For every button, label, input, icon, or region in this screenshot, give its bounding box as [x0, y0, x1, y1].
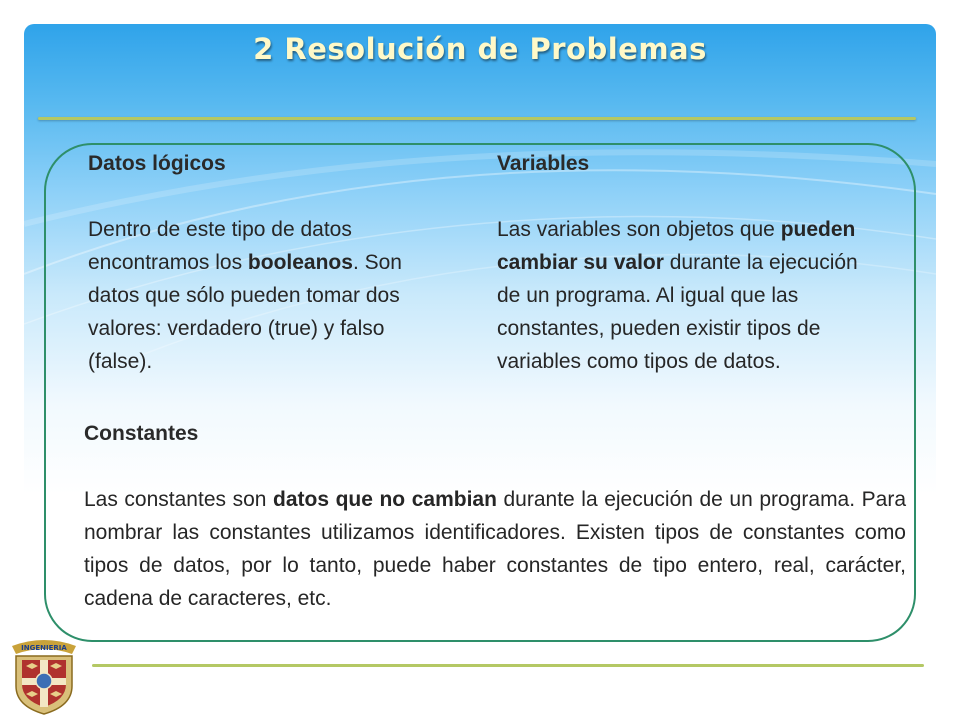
emphasis-text: pueden cambiar su valor	[497, 218, 856, 274]
faculty-shield-icon	[6, 632, 82, 716]
title-divider	[38, 117, 916, 120]
section-heading: Constantes	[84, 422, 199, 445]
body-text: durante la ejecución de un programa. Al igual que las constantes, pueden existir tipos de variables como tipos de datos.	[497, 251, 858, 373]
emphasis-text: booleanos	[247, 251, 353, 274]
section-body	[497, 213, 877, 378]
body-text: Las variables son objetos que	[497, 218, 781, 241]
body-text: . Son datos que sólo pueden tomar dos valores: verdadero (true) y falso (false).	[88, 251, 402, 373]
section-datos-logicos	[88, 147, 438, 378]
slide-title: 2 Resolución de Problemas	[253, 32, 707, 66]
engineering-logo	[6, 632, 82, 716]
section-variables	[497, 147, 877, 378]
logo-text: INGENIERIA	[21, 644, 67, 652]
body-text: durante la ejecución de un programa. Para nombrar las constantes utilizamos identificadores. Existen tipos de constantes como tipos de datos, por lo tanto, puede haber constantes de tipo entero, real, carácter, cadena de caracteres, etc.	[84, 488, 907, 610]
section-body	[88, 213, 438, 378]
section-body	[84, 483, 906, 615]
emphasis-text: datos que no cambian	[273, 488, 497, 511]
body-text: Las constantes son	[84, 488, 273, 511]
body-text: Dentro de este tipo de datos encontramos los	[88, 218, 352, 274]
section-heading: Datos lógicos	[88, 152, 226, 175]
section-constantes	[84, 417, 906, 615]
footer-divider	[92, 664, 924, 667]
section-heading: Variables	[497, 152, 590, 175]
